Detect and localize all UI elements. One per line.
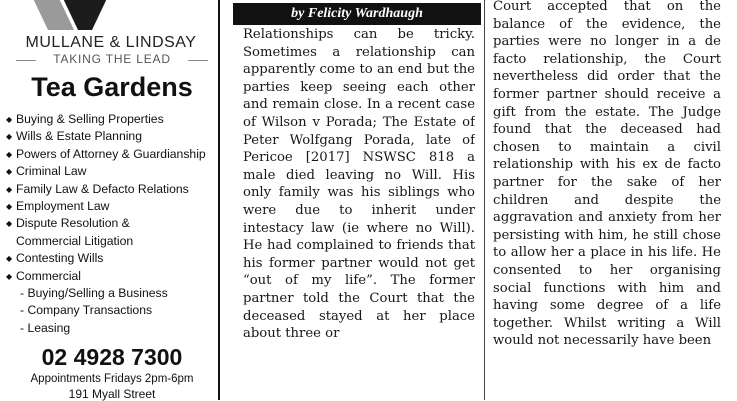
service-item — [6, 111, 218, 128]
service-label: Commercial — [16, 268, 82, 283]
service-subitem — [6, 320, 218, 337]
phone-number: 02 4928 7300 — [41, 344, 183, 370]
service-item — [6, 128, 218, 145]
service-item — [6, 268, 218, 285]
service-label: Commercial Litigation — [16, 233, 134, 248]
firm-tagline: TAKING THE LEAD — [14, 52, 210, 66]
service-label: Employment Law — [16, 199, 110, 214]
street-address: 191 Myall Street — [68, 387, 156, 401]
service-item-continued — [6, 233, 218, 250]
bullet-icon: ◆ — [6, 132, 13, 142]
service-item — [6, 181, 218, 198]
service-subitem — [6, 302, 218, 319]
service-sublabel: - Buying/Selling a Business — [20, 286, 168, 301]
service-label: Powers of Attorney & Guardianship — [16, 146, 206, 161]
bullet-icon: ◆ — [6, 184, 13, 194]
bullet-icon: ◆ — [6, 271, 13, 281]
bullet-icon: ◆ — [6, 115, 13, 124]
article-byline: by Felicity Wardhaugh — [233, 3, 481, 25]
article-column-2: Court accepted that on the balance of the evidence, the parties were no longer in a de facto relationship, the Court nevertheless did order that the former partner should receive a gift from the estate. The Judge found that the deceased had chosen to maintain a civil relationship with his ex de facto partner for the sake of her children and despite the aggravation and anxiety from her persisting with him, he still chose to allow her a place in his life. He consented to her organising social functions with him and having some degree of a life together. Whilst writing a Will would not necessarily have been — [493, 0, 721, 349]
column-divider — [484, 0, 485, 400]
service-item — [6, 215, 218, 232]
service-label: Wills & Estate Planning — [16, 129, 142, 144]
service-item — [6, 146, 218, 163]
services-list — [6, 111, 218, 337]
bullet-icon: ◆ — [6, 254, 13, 264]
service-sublabel: - Company Transactions — [20, 303, 153, 318]
service-label: Contesting Wills — [16, 251, 104, 266]
firm-logo-icon — [30, 0, 110, 30]
service-sublabel: - Leasing — [20, 320, 71, 335]
office-location: Tea Gardens — [31, 72, 193, 102]
service-subitem — [6, 285, 218, 302]
service-item — [6, 198, 218, 215]
bullet-icon: ◆ — [6, 167, 13, 177]
advertisement-panel — [0, 0, 220, 400]
service-item — [6, 250, 218, 267]
service-label: Buying & Selling Properties — [16, 112, 164, 126]
bullet-icon: ◆ — [6, 149, 13, 159]
service-label: Criminal Law — [16, 164, 87, 179]
service-label: Family Law & Defacto Relations — [16, 181, 189, 196]
service-item — [6, 163, 218, 180]
article-column-1: Relationships can be tricky. Sometimes a relationship can apparently come to an end but the parties keep seeing each other and remain close. In a recent case of Wilson v Porada; The Estate of Peter Wolfgang Porada, late of Pericoe [2017] NSWSC 818 a male died leaving no Will. His only family was his siblings who were due to inherit under intestacy law (ie where no Will). He had complained to friends that his former partner would not get “out of my life”. The former partner told the Court that the deceased stayed at her place about three or — [243, 27, 475, 342]
bullet-icon: ◆ — [6, 219, 13, 229]
service-label: Dispute Resolution & — [16, 216, 130, 231]
bullet-icon: ◆ — [6, 202, 13, 212]
firm-name: MULLANE & LINDSAY — [25, 34, 197, 51]
appointment-hours: Appointments Fridays 2pm-6pm — [30, 373, 194, 385]
